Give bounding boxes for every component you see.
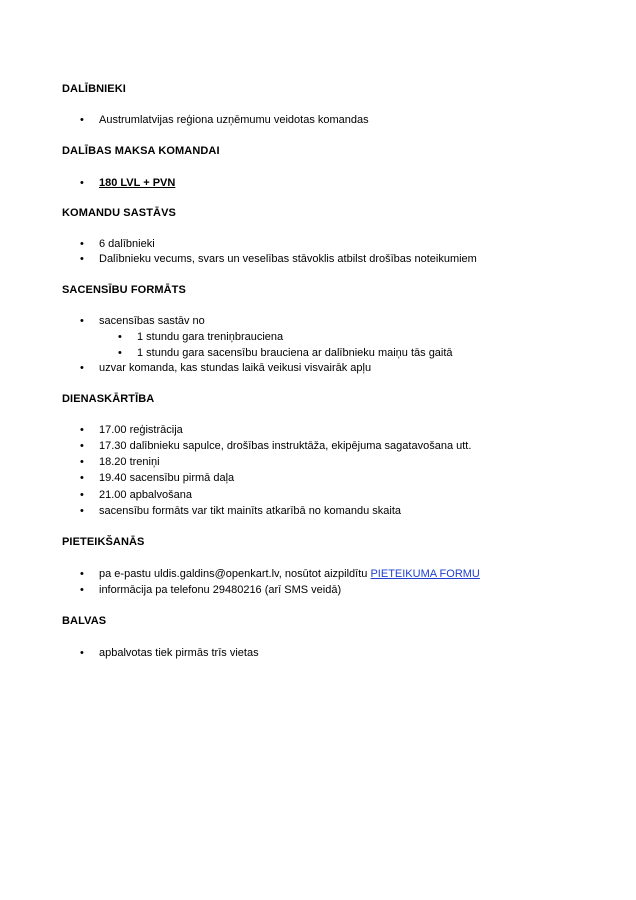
bullet-icon: • (80, 584, 84, 596)
schedule-item: 17.00 reģistrācija (99, 424, 183, 436)
heading-team: KOMANDU SASTĀVS (62, 207, 176, 219)
fee-amount: 180 LVL + PVN (99, 177, 176, 189)
heading-participants: DALĪBNIEKI (62, 83, 126, 95)
schedule-item: sacensību formāts var tikt mainīts atkarībā no komandu skaita (99, 505, 402, 517)
application-form-link[interactable]: PIETEIKUMA FORMU (370, 568, 480, 580)
list-item: uzvar komanda, kas stundas laikā veikusi visvairāk apļu (99, 362, 372, 374)
heading-fee: DALĪBAS MAKSA KOMANDAI (62, 145, 220, 157)
bullet-icon: • (118, 331, 122, 343)
bullet-icon: • (80, 315, 84, 327)
list-item: Austrumlatvijas reģiona uzņēmumu veidotas komandas (99, 114, 369, 126)
schedule-item: 21.00 apbalvošana (99, 489, 192, 501)
bullet-icon: • (80, 253, 84, 265)
bullet-icon: • (118, 347, 122, 359)
heading-format: SACENSĪBU FORMĀTS (62, 284, 186, 296)
bullet-icon: • (80, 456, 84, 468)
bullet-icon: • (80, 362, 84, 374)
list-item (99, 568, 480, 581)
heading-registration: PIETEIKŠANĀS (62, 536, 145, 548)
sub-list-item: 1 stundu gara treniņbrauciena (137, 331, 284, 343)
schedule-item: 19.40 sacensību pirmā daļa (99, 472, 235, 484)
schedule-item: 18.20 treniņi (99, 456, 160, 468)
sub-list-item: 1 stundu gara sacensību brauciena ar dalībnieku maiņu tās gaitā (137, 347, 453, 359)
list-item: informācija pa telefonu 29480216 (arī SMS veidā) (99, 584, 342, 596)
schedule-item: 17.30 dalībnieku sapulce, drošības instruktāža, ekipējuma sagatavošana utt. (99, 440, 472, 452)
registration-email-text: pa e-pastu uldis.galdins@openkart.lv, nosūtot aizpildītu (99, 568, 371, 580)
bullet-icon: • (80, 238, 84, 250)
list-item: apbalvotas tiek pirmās trīs vietas (99, 647, 259, 659)
bullet-icon: • (80, 114, 84, 126)
bullet-icon: • (80, 505, 84, 517)
heading-prizes: BALVAS (62, 615, 107, 627)
bullet-icon: • (80, 568, 84, 580)
list-item: 6 dalībnieki (99, 238, 155, 250)
heading-schedule: DIENASKĀRTĪBA (62, 393, 155, 405)
list-item: Dalībnieku vecums, svars un veselības stāvoklis atbilst drošības noteikumiem (99, 253, 477, 265)
bullet-icon: • (80, 440, 84, 452)
bullet-icon: • (80, 489, 84, 501)
list-item: sacensības sastāv no (99, 315, 205, 327)
bullet-icon: • (80, 647, 84, 659)
bullet-icon: • (80, 472, 84, 484)
bullet-icon: • (80, 177, 84, 189)
bullet-icon: • (80, 424, 84, 436)
